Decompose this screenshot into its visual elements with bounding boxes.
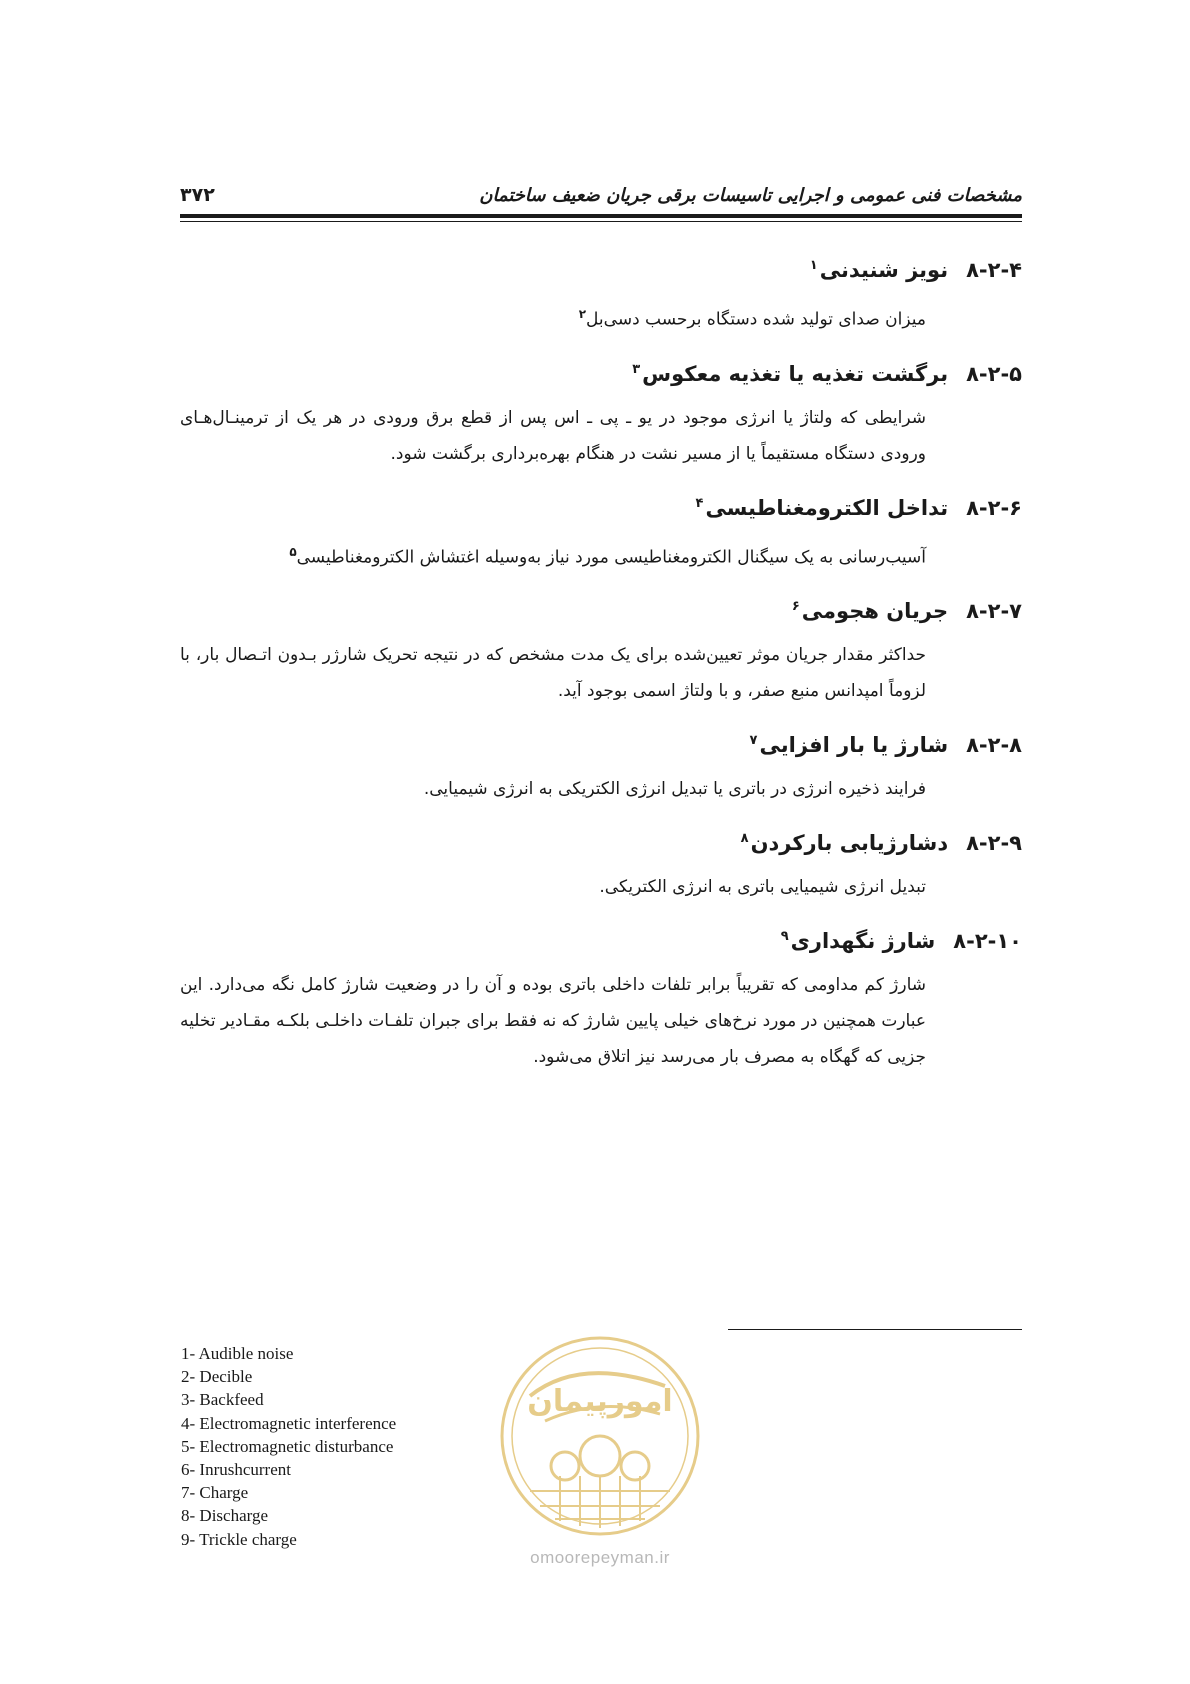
- section-paragraph: [180, 296, 1022, 338]
- header-rule-thick: [180, 214, 1022, 218]
- section-paragraph: [180, 869, 1022, 905]
- section-paragraph: [180, 637, 1022, 709]
- section: [180, 733, 1022, 807]
- watermark-url: omoorepeyman.ir: [530, 1548, 670, 1567]
- section-title: [792, 599, 948, 623]
- section: [180, 362, 1022, 472]
- section-number: ۸-۲-۶: [966, 495, 1022, 520]
- footnote-item: 1- Audible noise: [181, 1344, 294, 1363]
- footnote-ref: ۶: [791, 599, 800, 615]
- section-title: [781, 929, 936, 953]
- watermark-logo-icon: [490, 1326, 710, 1546]
- paragraph-text: حداکثر مقدار جریان موثر تعیین‌شده برای یک مدت مشخص که در نتیجه تحریک شارژر بـدون اتـصال بار، با لزوماً امپدانس منبع صفر، و با ولتاژ اسمی بوجود آید.: [180, 645, 926, 702]
- footnote-ref: ۱: [809, 258, 818, 273]
- paragraph-text: میزان صدای تولید شده دستگاه برحسب دسی‌بل: [586, 309, 926, 330]
- paragraph-text: فرایند ذخیره انرژی در باتری یا تبدیل انرژی الکتریکی به انرژی شیمیایی.: [423, 779, 926, 800]
- section-title-text: دشارژیابی بارکردن: [750, 831, 949, 856]
- footnote-item: 6- Inrushcurrent: [181, 1460, 291, 1480]
- section-number: ۸-۲-۵: [966, 361, 1022, 386]
- section-paragraph: [180, 967, 1022, 1075]
- footnote-item: 9- Trickle charge: [181, 1529, 297, 1549]
- footnote-ref: ۳: [632, 361, 641, 377]
- watermark: [490, 1326, 710, 1576]
- section-title-text: شارژ نگهداری: [790, 929, 936, 954]
- section-paragraph: [180, 400, 1022, 472]
- footnote-item: 7- Charge: [181, 1483, 249, 1503]
- footnote-item: 5- Electromagnetic disturbance: [181, 1436, 394, 1456]
- footnote-ref: ۵: [289, 544, 297, 559]
- running-title: مشخصات فنی عمومی و اجرایی تاسیسات برقی جریان ضعیف ساختمان: [479, 184, 1022, 206]
- watermark-logo-text: امورپیمان: [527, 1384, 673, 1419]
- section-title-text: شارژ یا بار افزایی: [759, 733, 949, 758]
- section-number: ۸-۲-۷: [966, 599, 1022, 624]
- section-heading: [180, 496, 1022, 520]
- section-number: ۸-۲-۱۰: [953, 929, 1022, 954]
- section-heading: [180, 599, 1022, 623]
- footnote-ref: ۴: [695, 495, 704, 511]
- section-title: [741, 831, 948, 855]
- section-title: [696, 496, 949, 520]
- section-paragraph: [180, 771, 1022, 807]
- section-title-text: نویز شنیدنی: [819, 258, 949, 282]
- section-heading: [180, 733, 1022, 757]
- section: [180, 831, 1022, 905]
- section-title-text: برگشت تغذیه یا تغذیه معکوس: [642, 361, 949, 386]
- page-header: [180, 182, 1022, 208]
- section-title-text: تداخل الکترومغناطیسی: [705, 495, 949, 520]
- footnote-separator: [728, 1329, 1022, 1330]
- footnote-ref: ۹: [780, 929, 789, 945]
- header-rule-thin: [180, 221, 1022, 222]
- section-number: ۸-۲-۴: [966, 258, 1022, 282]
- section-title-text: جریان هجومی: [801, 599, 949, 624]
- section: [180, 599, 1022, 709]
- footnote-item: 8- Discharge: [181, 1506, 269, 1526]
- footnote-item: 3- Backfeed: [181, 1390, 264, 1410]
- section-heading: [180, 258, 1022, 282]
- footnote-ref: ۷: [749, 733, 758, 749]
- section-number: ۸-۲-۹: [966, 831, 1022, 856]
- section-paragraph: [180, 534, 1022, 576]
- main-content: [180, 258, 1022, 1099]
- paragraph-text: تبدیل انرژی شیمیایی باتری به انرژی الکتریکی.: [599, 877, 926, 898]
- section: [180, 258, 1022, 338]
- footnote-item: 2- Decible: [181, 1367, 253, 1387]
- section-heading: [180, 929, 1022, 953]
- paragraph-text: آسیب‌رسانی به یک سیگنال الکترومغناطیسی مورد نیاز به‌وسیله اغتشاش الکترومغناطیسی: [296, 547, 926, 568]
- page-number: ۳۷۲: [180, 184, 215, 206]
- section-title: [810, 258, 948, 282]
- section-title: [750, 733, 949, 757]
- section-heading: [180, 362, 1022, 386]
- footnote-ref: ۸: [740, 831, 749, 847]
- footnote-item: 4- Electromagnetic interference: [181, 1413, 397, 1433]
- section-heading: [180, 831, 1022, 855]
- footnote-ref: ۲: [578, 307, 587, 321]
- section: [180, 496, 1022, 576]
- paragraph-text: شارژ کم مداومی که تقریباً برابر تلفات داخلی باتری بوده و آن را در وضعیت شارژ کامل نگه می‌دارد. این عبارت همچنین در مورد نرخ‌های خیلی پایین شارژ که نه فقط برای جبران تلفـات داخلـی بلکـه مقـادیر تخلیه جزیی که گهگاه به مصرف بار می‌رسد نیز اتلاق می‌شود.: [180, 975, 926, 1068]
- footnotes-list: [181, 1342, 501, 1551]
- section-title: [632, 362, 948, 386]
- paragraph-text: شرایطی که ولتاژ یا انرژی موجود در یو ـ پی ـ اس پس از قطع برق ورودی در هر یک از ترمینـال‌هـای ورودی دستگاه مستقیماً یا از مسیر نشت در هنگام بهره‌برداری برگشت شود.: [180, 407, 926, 464]
- section: [180, 929, 1022, 1075]
- section-number: ۸-۲-۸: [966, 733, 1022, 758]
